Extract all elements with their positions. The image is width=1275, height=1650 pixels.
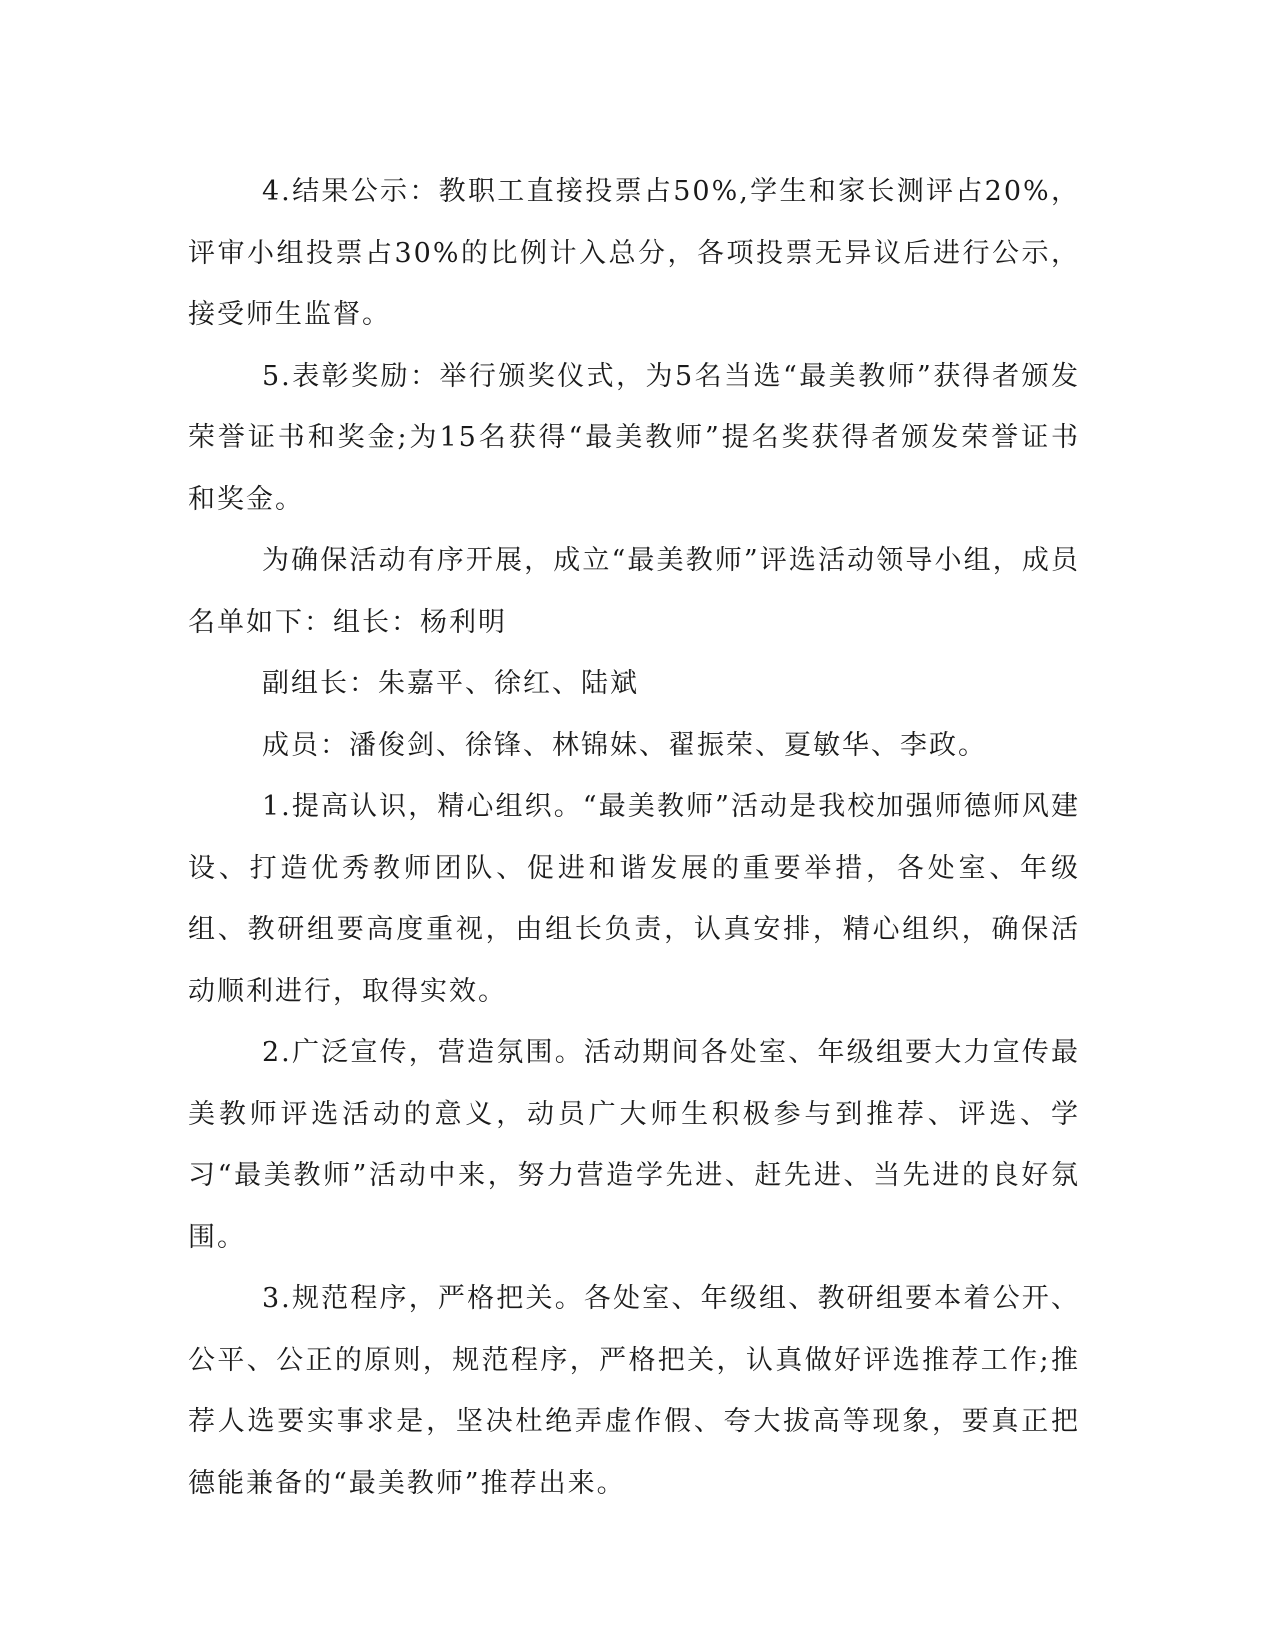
paragraph-leading-group: 为确保活动有序开展，成立“最美教师”评选活动领导小组，成员名单如下：组长：杨利明	[188, 545, 1080, 638]
paragraph-publicity: 2.广泛宣传，营造氛围。活动期间各处室、年级组要大力宣传最美教师评选活动的意义，动员广大师生积极参与到推荐、评选、学习“最美教师”活动中来，努力营造学先进、赶先进、当先进的良好氛围。	[188, 1037, 1080, 1253]
paragraph-procedure: 3.规范程序，严格把关。各处室、年级组、教研组要本着公开、公平、公正的原则，规范程序，严格把关，认真做好评选推荐工作;推荐人选要实事求是，坚决杜绝弄虚作假、夸大拔高等现象，要真正把德能兼备的“最美教师”推荐出来。	[188, 1283, 1080, 1499]
paragraph-deputy-leaders: 副组长：朱嘉平、徐红、陆斌	[262, 668, 639, 699]
paragraph-result-publicity: 4.结果公示：教职工直接投票占50%,学生和家长测评占20%，评审小组投票占30%的比例计入总分，各项投票无异议后进行公示，接受师生监督。	[188, 176, 1080, 330]
paragraph-members: 成员：潘俊剑、徐锋、林锦妹、翟振荣、夏敏华、李政。	[262, 729, 987, 761]
document-body	[188, 161, 1080, 1514]
paragraph-commendation: 5.表彰奖励：举行颁奖仪式，为5名当选“最美教师”获得者颁发荣誉证书和奖金;为15名获得“最美教师”提名奖获得者颁发荣誉证书和奖金。	[188, 360, 1080, 515]
paragraph-organize: 1.提高认识，精心组织。“最美教师”活动是我校加强师德师风建设、打造优秀教师团队、促进和谐发展的重要举措，各处室、年级组、教研组要高度重视，由组长负责，认真安排，精心组织，确保活动顺利进行，取得实效。	[188, 791, 1080, 1007]
